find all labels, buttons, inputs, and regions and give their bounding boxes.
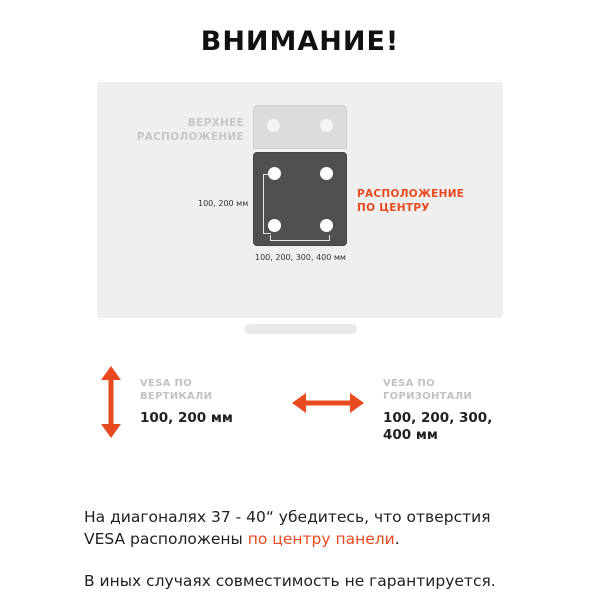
vertical-double-arrow-icon bbox=[100, 366, 122, 438]
vesa-horizontal-label-line1: VESA ПО bbox=[383, 378, 435, 389]
vesa-vertical-label-line1: VESA ПО bbox=[140, 378, 192, 389]
center-position-label bbox=[357, 187, 464, 215]
center-position-label-line2: ПО ЦЕНТРУ bbox=[357, 202, 430, 214]
mount-hole-icon bbox=[320, 167, 333, 180]
vesa-horizontal-value-line1: 100, 200, 300, bbox=[383, 410, 493, 426]
tv-stand-illustration bbox=[244, 324, 357, 334]
note-paragraph-1 bbox=[84, 506, 524, 550]
center-position-label-line1: РАСПОЛОЖЕНИЕ bbox=[357, 188, 465, 200]
mount-hole-icon bbox=[320, 219, 333, 232]
vesa-vertical-label bbox=[140, 377, 212, 403]
mount-hole-icon bbox=[267, 119, 280, 132]
note-highlight: по центру панели bbox=[247, 530, 395, 548]
top-mount-plate bbox=[253, 105, 347, 149]
mount-hole-icon bbox=[320, 119, 333, 132]
top-position-label-line1: ВЕРХНЕЕ bbox=[187, 117, 244, 129]
page-title: ВНИМАНИЕ! bbox=[200, 26, 400, 57]
note-line-2-end: . bbox=[394, 530, 400, 548]
horizontal-double-arrow-icon bbox=[292, 392, 364, 414]
top-position-label-line2: РАСПОЛОЖЕНИЕ bbox=[136, 131, 244, 143]
horizontal-dimension-bracket bbox=[270, 235, 330, 241]
note-line-1: На диагоналях 37 - 40“ убедитесь, что отверстия bbox=[84, 508, 491, 526]
top-position-label bbox=[120, 116, 244, 144]
vesa-horizontal-value bbox=[383, 410, 492, 444]
note-line-2-text: VESA расположены bbox=[84, 530, 248, 548]
vesa-horizontal-label bbox=[383, 377, 472, 403]
vesa-horizontal-value-line2: 400 мм bbox=[383, 427, 438, 443]
vesa-horizontal-label-line2: ГОРИЗОНТАЛИ bbox=[383, 391, 473, 402]
note-line-2 bbox=[84, 528, 524, 550]
vesa-vertical-label-line2: ВЕРТИКАЛИ bbox=[140, 391, 213, 402]
vesa-vertical-value: 100, 200 мм bbox=[140, 410, 233, 426]
vertical-dimension-label: 100, 200 мм bbox=[198, 199, 249, 208]
note-paragraph-2: В иных случаях совместимость не гарантируется. bbox=[84, 572, 496, 590]
vertical-dimension-bracket bbox=[263, 174, 271, 234]
horizontal-dimension-label: 100, 200, 300, 400 мм bbox=[255, 253, 346, 262]
